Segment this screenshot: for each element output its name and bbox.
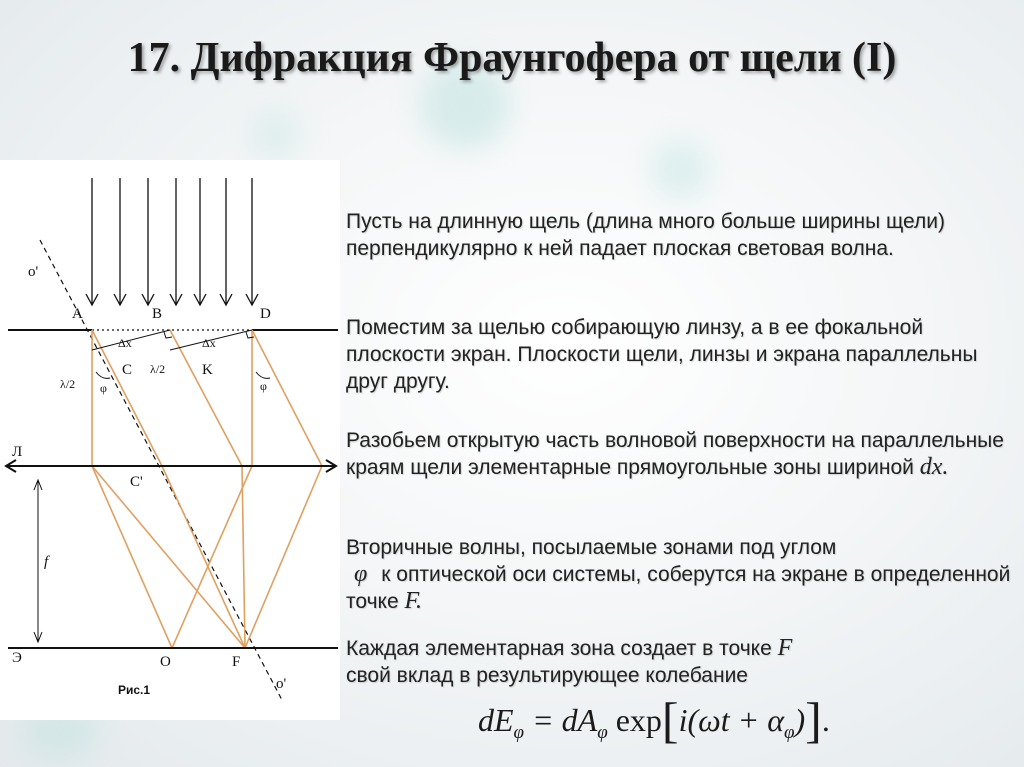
ray-paths bbox=[38, 330, 322, 648]
formula-lhs-sub: φ bbox=[513, 722, 525, 743]
formula-end: . bbox=[821, 702, 830, 738]
arrow-icon bbox=[246, 178, 258, 305]
symbol-phi: φ bbox=[354, 561, 368, 587]
paragraph-4 bbox=[346, 534, 1018, 615]
arrow-icon bbox=[170, 178, 182, 305]
label-o-bottom: o' bbox=[276, 676, 287, 692]
label-O: O bbox=[160, 654, 171, 670]
label-lambda1: λ/2 bbox=[60, 377, 76, 391]
arrow-icon bbox=[194, 178, 206, 305]
background-glow bbox=[250, 110, 300, 160]
label-lens: Л bbox=[12, 444, 23, 460]
paragraph-5-text-2: свой вклад в результирующее колебание bbox=[346, 664, 748, 687]
symbol-dx: dx. bbox=[919, 454, 949, 480]
paragraph-1: Пусть на длинную щель (длина много больше ширины щели) перпендикулярно к ней падает плоская световая волна. bbox=[346, 210, 946, 260]
formula-arg-close: ) bbox=[794, 702, 806, 738]
paragraph-3 bbox=[346, 427, 1018, 481]
label-C: C bbox=[122, 362, 133, 378]
arrow-icon bbox=[114, 178, 126, 305]
formula-lhs: dE bbox=[478, 702, 514, 738]
formula-eq: = dA bbox=[524, 702, 598, 738]
label-C-prime: C' bbox=[130, 474, 143, 490]
arrow-icon bbox=[142, 178, 154, 305]
slide-title: 17. Дифракция Фраунгофера от щели (I) bbox=[127, 35, 897, 81]
paragraph-2: Поместим за щелью собирающую линзу, а в ее фокальной плоскости экран. Плоскости щели, линзы и экрана параллельны друг другу. bbox=[346, 316, 978, 393]
label-D: D bbox=[260, 306, 271, 322]
paragraph-4-text-1: Вторичные волны, посылаемые зонами под углом bbox=[346, 536, 837, 559]
formula-arg-sub: φ bbox=[784, 722, 795, 743]
label-phi2: φ bbox=[260, 379, 267, 393]
symbol-F: F. bbox=[404, 588, 423, 614]
label-dx1: Δx bbox=[118, 336, 132, 350]
label-lambda2: λ/2 bbox=[150, 362, 166, 376]
arrow-icon bbox=[86, 178, 98, 305]
symbol-F-point: F bbox=[777, 635, 793, 661]
diffraction-figure bbox=[0, 160, 340, 720]
paragraph-4-text-2: к оптической оси системы, соберутся на экране в определенной точке bbox=[346, 563, 1011, 613]
formula-open-bracket: [ bbox=[661, 692, 679, 748]
formula-dA-sub: φ bbox=[597, 722, 608, 743]
formula-exp: exp bbox=[607, 702, 662, 738]
label-o-top: o' bbox=[28, 264, 39, 280]
label-f: f bbox=[44, 554, 49, 570]
formula bbox=[478, 694, 830, 746]
label-A: A bbox=[72, 306, 83, 322]
paragraph-5 bbox=[346, 635, 1018, 689]
label-K: K bbox=[202, 362, 213, 378]
label-B: B bbox=[152, 306, 163, 322]
formula-arg: i(ωt + α bbox=[678, 702, 784, 738]
incident-arrows bbox=[86, 178, 258, 305]
arrow-icon bbox=[220, 178, 232, 305]
label-F: F bbox=[232, 654, 241, 670]
figure-svg bbox=[0, 160, 340, 720]
label-phi1: φ bbox=[100, 381, 107, 395]
formula-close-bracket: ] bbox=[805, 692, 822, 748]
background-glow bbox=[650, 140, 710, 200]
paragraph-3-text: Разобьем открытую часть волновой поверхности на параллельные краям щели элементарные прямоугольные зоны шириной bbox=[346, 429, 1004, 479]
label-dx2: Δx bbox=[202, 336, 216, 350]
figure-caption: Рис.1 bbox=[118, 683, 151, 697]
paragraph-5-text-1: Каждая элементарная зона создает в точке bbox=[346, 637, 778, 660]
label-screen: Э bbox=[12, 650, 22, 666]
